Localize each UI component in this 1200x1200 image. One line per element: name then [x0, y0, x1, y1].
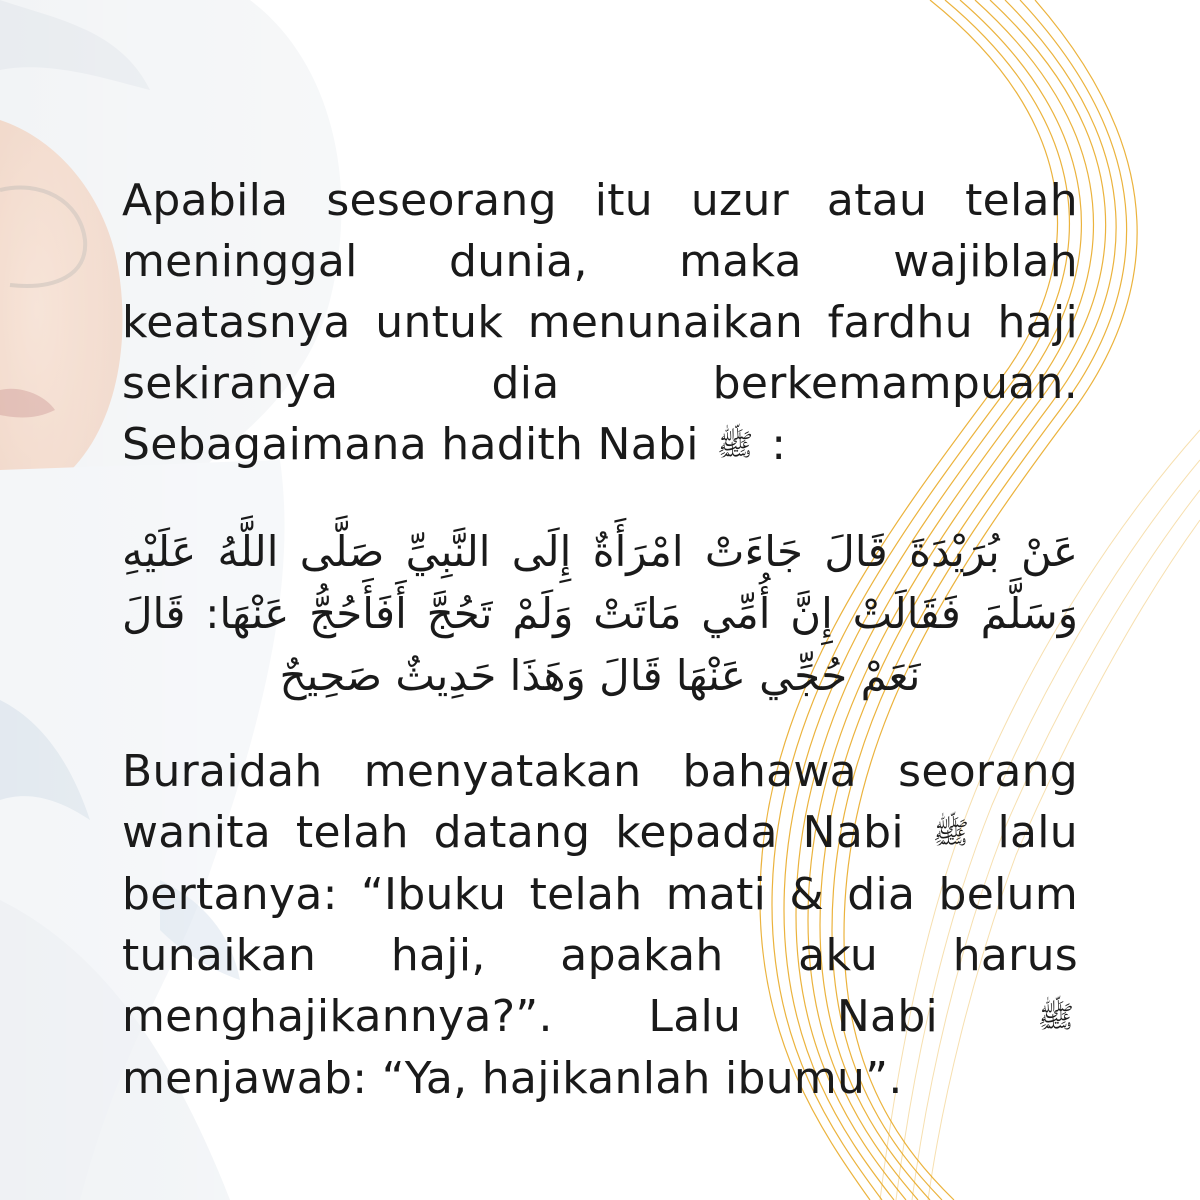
salawat-symbol: ﷺ [717, 428, 754, 463]
intro-text: Apabila seseorang itu uzur atau telah meninggal dunia, maka wajiblah keatasnya untuk menunaikan fardhu haji sekiranya dia berkemampuan. Sebagaimana hadith Nabi [122, 175, 1093, 470]
intro-paragraph [122, 170, 1093, 476]
salawat-symbol: ﷺ [1037, 1000, 1074, 1035]
translation-paragraph [122, 741, 1093, 1109]
intro-colon: : [757, 419, 787, 470]
translation-text-3: menjawab: “Ya, hajikanlah ibumu”. [122, 991, 1092, 1104]
main-text-block [122, 170, 1093, 1109]
hadith-arabic-text: عَنْ بُرَيْدَةَ قَالَ جَاءَتْ امْرَأَةٌ إِلَى النَّبِيِّ صَلَّى اللَّهُ عَلَيْهِ وَسَلَّمَ فَقَالَتْ إِنَّ أُمِّي مَاتَتْ وَلَمْ تَحُجَّ أَفَأَحُجُّ عَنْهَا: قَالَ نَعَمْ حُجِّي عَنْهَا قَالَ وَهَذَا حَدِيثٌ صَحِيحٌ [122, 527, 1078, 700]
translation-text-1: Buraidah menyatakan bahawa seorang wanita telah datang kepada Nabi [122, 746, 1093, 858]
salawat-symbol: ﷺ [932, 816, 969, 851]
translation-text-2: lalu bertanya: “Ibuku telah mati & dia belum tunaikan haji, apakah aku harus menghajikannya?”. Lalu Nabi [122, 807, 1093, 1042]
